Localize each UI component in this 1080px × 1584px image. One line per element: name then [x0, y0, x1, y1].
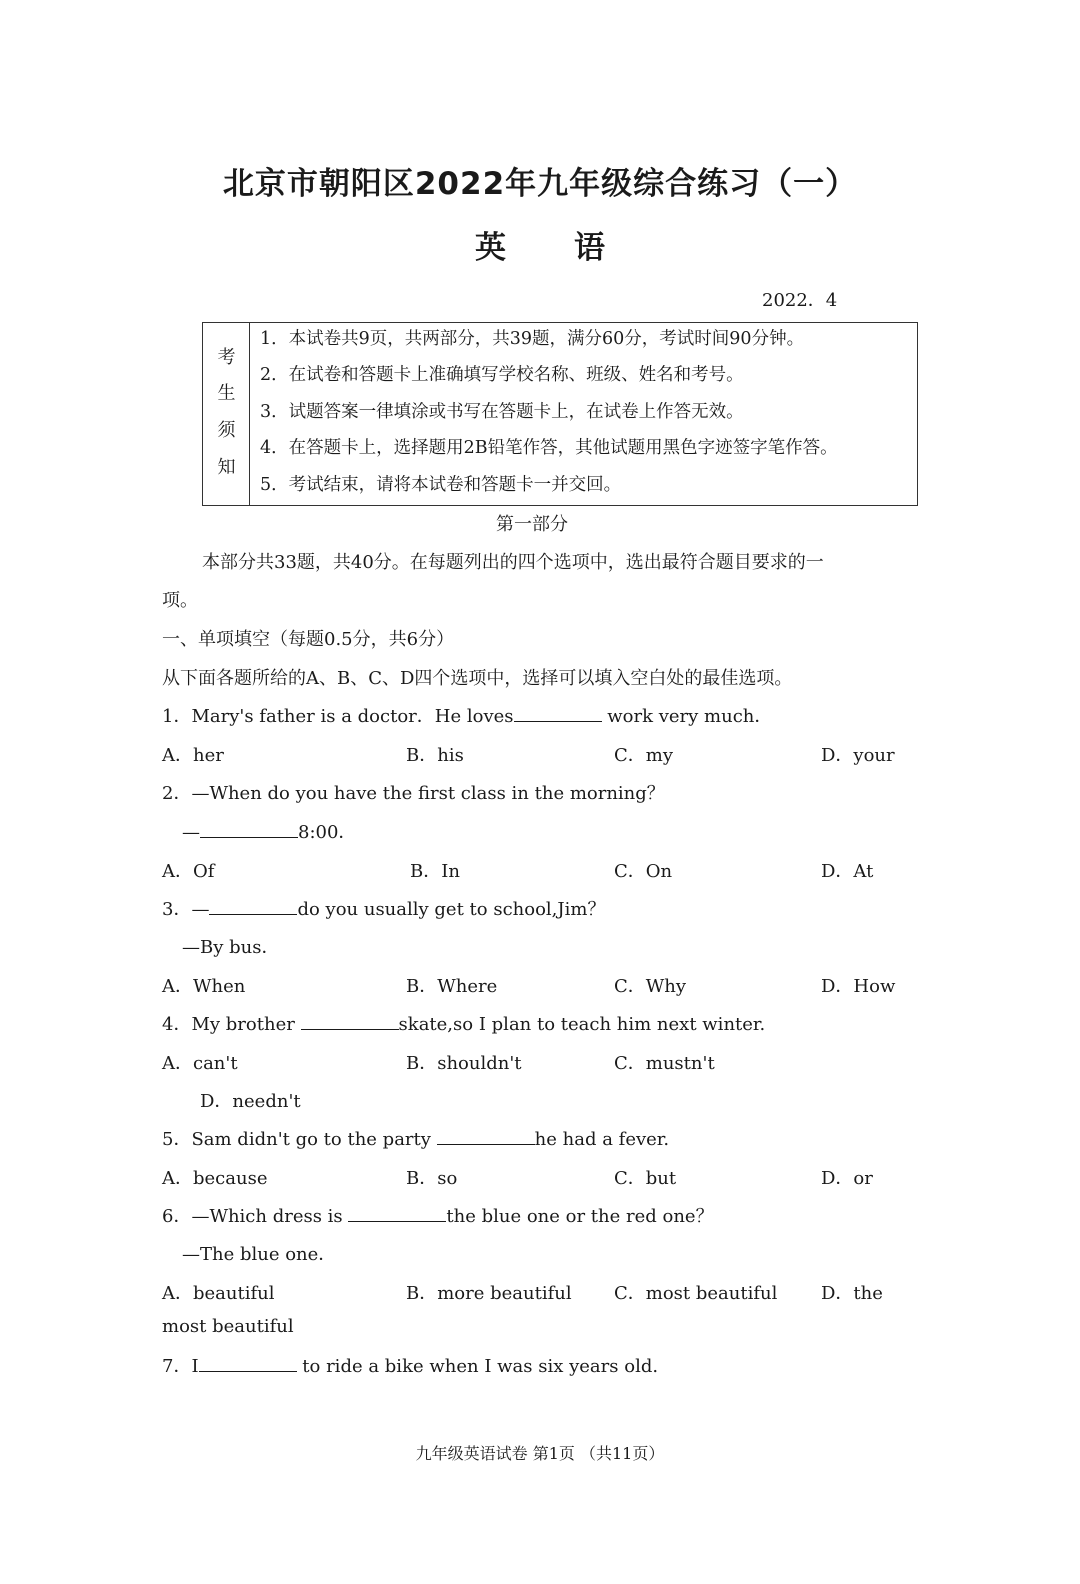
- notice-label-char: 知: [217, 457, 236, 478]
- option-b: B．so: [406, 1168, 458, 1189]
- option-c: C．Why: [614, 976, 687, 997]
- stem-text: —: [182, 822, 200, 843]
- option-d: D．your: [821, 745, 895, 766]
- stem-text: 7．I: [162, 1356, 199, 1377]
- stem-text: work very much．: [601, 706, 773, 727]
- option-c: C．my: [614, 745, 674, 766]
- answer-blank: [348, 1203, 446, 1222]
- part-heading: 第一部分: [496, 514, 568, 535]
- question-6-reply: —The blue one．: [182, 1244, 337, 1265]
- option-a: A．because: [162, 1168, 268, 1189]
- option-d: D．At: [821, 861, 874, 882]
- notice-label-char: 生: [217, 383, 236, 404]
- exam-date: 2022．4: [762, 290, 838, 311]
- part-intro-cont: 项。: [162, 590, 198, 611]
- subject-title: [0, 222, 1080, 267]
- option-a: A．beautiful: [162, 1283, 275, 1304]
- stem-text: 5．Sam didn't go to the party: [162, 1129, 437, 1150]
- question-2-stem: 2．—When do you have the first class in the morning？: [162, 783, 665, 804]
- option-c: C．mustn't: [614, 1053, 715, 1074]
- subject-char: 英: [475, 230, 506, 266]
- answer-blank: [209, 896, 297, 915]
- notice-item: 3．试题答案一律填涂或书写在答题卡上，在试卷上作答无效。: [260, 402, 744, 422]
- stem-text: he had a fever.: [534, 1129, 670, 1150]
- notice-label: [203, 323, 250, 505]
- stem-text: 3．—: [162, 899, 210, 920]
- section-title: 一、单项填空（每题0.5分，共6分）: [162, 629, 455, 650]
- question-3-reply: —By bus．: [182, 937, 280, 958]
- stem-text: skate,so I plan to teach him next winter.: [398, 1014, 766, 1035]
- option-d: D．How: [821, 976, 896, 997]
- notice-item: 5．考试结束，请将本试卷和答题卡一并交回。: [260, 475, 622, 495]
- part-intro: 本部分共33题，共40分。在每题列出的四个选项中，选出最符合题目要求的一: [202, 552, 824, 573]
- question-5-stem: [162, 1125, 669, 1151]
- option-a: A．When: [162, 976, 246, 997]
- answer-blank: [199, 1353, 297, 1372]
- notice-label-char: 须: [217, 420, 236, 441]
- notice-label-char: 考: [217, 347, 236, 368]
- option-d-continuation: most beautiful: [162, 1316, 294, 1337]
- option-d: D．or: [821, 1168, 873, 1189]
- answer-blank: [437, 1126, 535, 1145]
- stem-text: 1．Mary's father is a doctor．He loves: [162, 706, 514, 727]
- option-a: A．Of: [162, 861, 215, 882]
- question-7-stem: [162, 1352, 658, 1378]
- option-d: D．needn't: [200, 1091, 301, 1112]
- stem-text: 6．—Which dress is: [162, 1206, 349, 1227]
- stem-text: do you usually get to school,Jim？: [297, 899, 606, 920]
- option-c: C．most beautiful: [614, 1283, 778, 1304]
- option-b: B．more beautiful: [406, 1283, 572, 1304]
- question-3-stem: [162, 895, 605, 921]
- subject-char: 语: [574, 230, 605, 266]
- stem-text: 4．My brother: [162, 1014, 301, 1035]
- answer-blank: [514, 703, 602, 722]
- question-6-stem: [162, 1202, 714, 1228]
- question-2-reply: [182, 818, 356, 844]
- answer-blank: [301, 1011, 399, 1030]
- notice-item: 2．在试卷和答题卡上准确填写学校名称、班级、姓名和考号。: [260, 365, 744, 385]
- option-b: B．In: [410, 861, 460, 882]
- option-c: C．On: [614, 861, 673, 882]
- option-a: A．her: [162, 745, 224, 766]
- stem-text: 8:00．: [298, 822, 357, 843]
- exam-title: 北京市朝阳区2022年九年级综合练习（一）: [222, 166, 858, 202]
- question-1-stem: [162, 702, 772, 728]
- stem-text: to ride a bike when I was six years old.: [296, 1356, 659, 1377]
- option-d: D．the: [821, 1283, 883, 1304]
- section-instruction: 从下面各题所给的A、B、C、D四个选项中，选择可以填入空白处的最佳选项。: [162, 668, 793, 689]
- option-b: B．his: [406, 745, 464, 766]
- notice-item: 4．在答题卡上，选择题用2B铅笔作答，其他试题用黑色字迹签字笔作答。: [260, 438, 838, 458]
- question-4-stem: [162, 1010, 765, 1036]
- option-c: C．but: [614, 1168, 677, 1189]
- option-b: B．Where: [406, 976, 498, 997]
- option-b: B．shouldn't: [406, 1053, 522, 1074]
- option-a: A．can't: [162, 1053, 238, 1074]
- candidate-notice-box: [202, 322, 918, 506]
- stem-text: the blue one or the red one？: [446, 1206, 714, 1227]
- answer-blank: [200, 819, 298, 838]
- page-footer: 九年级英语试卷 第1页 （共11页）: [415, 1444, 665, 1463]
- notice-item: 1．本试卷共9页，共两部分，共39题，满分60分，考试时间90分钟。: [260, 329, 805, 349]
